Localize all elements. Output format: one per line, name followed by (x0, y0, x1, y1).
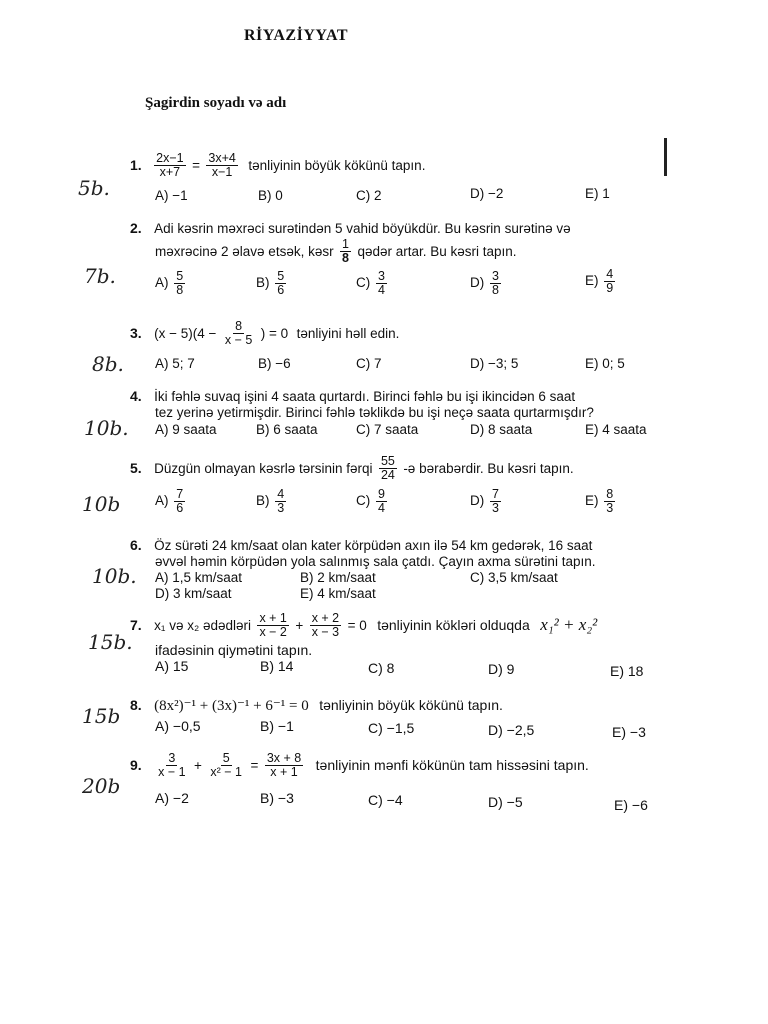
option-b[interactable]: B) 14 (260, 658, 294, 674)
question-2: 2. Adi kəsrin məxrəci surətindən 5 vahid böyükdür. Bu kəsrin surətinə və (130, 220, 571, 236)
question-text: tənliyinin böyük kökünü tapın. (319, 697, 503, 713)
option-b[interactable]: B) 0 (258, 188, 283, 203)
option-a[interactable]: A) 1,5 km/saat (155, 570, 243, 585)
question-2-line-2: məxrəcinə 2 əlavə etsək, kəsr $\frac{1}{8}$ qədər artar. Bu kəsri tapın. (155, 237, 517, 266)
option-d[interactable]: D) 9 (488, 661, 515, 677)
option-c[interactable]: C) 8 (368, 660, 395, 676)
option-d[interactable]: D) 3 km/saat (155, 586, 232, 601)
option-b[interactable]: B) −6 (258, 356, 291, 371)
question-7: 7. x₁ və x₂ ədədləri $\frac{x + 1}{x - 2}$ + $\frac{x + 2}{x - 3}$ = 0 tənliyinin kökləri olduqda x₁² + x₂² (130, 611, 598, 640)
question-9: 9. $\frac{3}{x - 1}$ + $\frac{5}{\text{x² − 1}}$ = $\frac{3x + 8}{x + 1}$ tənliyinin mənfi kökünün tam hissəsini tapın. (130, 751, 589, 780)
question-text: Adi kəsrin məxrəci surətindən 5 vahid böyükdür. Bu kəsrin surətinə və (154, 221, 571, 236)
fraction: $\frac{3x+4}{x-1}$ (208, 151, 236, 180)
option-e[interactable]: E) 18 (610, 663, 644, 679)
student-name-label: Şagirdin soyadı və adı (145, 95, 287, 111)
option-b[interactable]: B) 2 km/saat (300, 570, 376, 585)
option-a[interactable]: A) 9 saata (155, 422, 217, 437)
score-q8: 15b (82, 704, 121, 728)
option-e[interactable]: E) $\frac{4}{9}$ (585, 267, 614, 296)
score-q4: 10b. (84, 416, 129, 440)
option-d[interactable]: D) −3; 5 (470, 356, 519, 371)
option-d[interactable]: D) −2 (470, 186, 504, 201)
option-c[interactable]: C) 7 saata (356, 422, 419, 437)
option-a[interactable]: A) 5; 7 (155, 356, 195, 371)
fraction: $\frac{5}{\text{x² − 1}}$ (210, 751, 243, 780)
option-c[interactable]: C) −1,5 (368, 720, 415, 736)
fraction: $\frac{3}{x - 1}$ (158, 751, 186, 780)
option-c[interactable]: C) $\frac{9}{4}$ (356, 487, 385, 516)
option-d[interactable]: D) $\frac{7}{3}$ (470, 487, 499, 516)
score-q5: 10b (82, 492, 121, 516)
option-b[interactable]: B) −3 (260, 790, 294, 806)
option-a[interactable]: A) −1 (155, 188, 188, 203)
question-text: tənliyinin böyük kökünü tapın. (248, 157, 426, 173)
question-5: 5. Düzgün olmayan kəsrlə tərsinin fərqi $\frac{55}{24}$ -ə bərabərdir. Bu kəsri tapın. (130, 454, 574, 483)
score-q6: 10b. (92, 564, 137, 588)
option-a[interactable]: A) 15 (155, 658, 189, 674)
option-c[interactable]: C) 3,5 km/saat (470, 570, 558, 585)
question-3: 3. (x − 5)(4 − $\frac{8}{x - 5}$ ) = 0 tənliyini həll edin. (130, 319, 400, 348)
option-b[interactable]: B) 6 saata (256, 422, 318, 437)
option-c[interactable]: C) −4 (368, 792, 403, 808)
margin-mark (664, 138, 667, 176)
question-text: tənliyinin kökləri olduqda (377, 616, 530, 633)
fraction: $\frac{2x-1}{x+7}$ (156, 151, 184, 180)
option-a[interactable]: A) $\frac{5}{8}$ (155, 269, 184, 298)
question-4: 4. İki fəhlə suvaq işini 4 saata qurtardı. Birinci fəhlə bu işi ikincidən 6 saat (130, 388, 576, 404)
score-q9: 20b (82, 774, 121, 798)
question-8: 8. (8x²)⁻¹ + (3x)⁻¹ + 6⁻¹ = 0 tənliyinin böyük kökünü tapın. (130, 697, 503, 714)
option-d[interactable]: D) $\frac{3}{8}$ (470, 269, 499, 298)
option-e[interactable]: E) 4 km/saat (300, 586, 376, 601)
score-q2: 7b. (84, 264, 116, 288)
question-text: İki fəhlə suvaq işini 4 saata qurtardı. Birinci fəhlə bu işi ikincidən 6 saat (154, 389, 576, 404)
fraction: $\frac{3x + 8}{x + 1}$ (266, 751, 302, 780)
option-a[interactable]: A) −0,5 (155, 718, 201, 734)
option-a[interactable]: A) −2 (155, 790, 189, 806)
fraction: $\frac{x + 1}{x - 2}$ (259, 611, 287, 640)
score-q1: 5b. (78, 176, 110, 200)
option-e[interactable]: E) −6 (614, 797, 648, 813)
question-1: 1. $\frac{2x-1}{x+7}$ = $\frac{3x+4}{x-1}$ tənliyinin böyük kökünü tapın. (130, 151, 426, 180)
option-b[interactable]: B) $\frac{5}{6}$ (256, 269, 285, 298)
question-text: tənliyini həll edin. (296, 325, 400, 341)
score-q3: 8b. (92, 352, 124, 376)
option-c[interactable]: C) 7 (356, 356, 382, 371)
option-d[interactable]: D) −2,5 (488, 722, 535, 738)
question-number: 1. (130, 156, 142, 173)
fraction: $\frac{55}{24}$ (380, 454, 395, 483)
question-6: 6. Öz sürəti 24 km/saat olan kater körpüdən axın ilə 54 km gedərək, 16 saat (130, 537, 593, 553)
fraction: $\frac{8}{x - 5}$ (224, 319, 253, 348)
score-q7: 15b. (88, 630, 133, 654)
question-text: Düzgün olmayan kəsrlə tərsinin fərqi (154, 460, 373, 476)
option-d[interactable]: D) 8 saata (470, 422, 533, 437)
fraction: $\frac{x + 2}{x - 3}$ (311, 611, 340, 640)
option-e[interactable]: E) −3 (612, 724, 646, 740)
question-text: Öz sürəti 24 km/saat olan kater körpüdən axın ilə 54 km gedərək, 16 saat (154, 538, 593, 553)
option-e[interactable]: E) 0; 5 (585, 356, 625, 371)
option-b[interactable]: B) $\frac{4}{3}$ (256, 487, 285, 516)
question-6-line-2: əvvəl həmin körpüdən yola salınmış sala çatdı. Çayın axma sürətini tapın. (155, 554, 596, 569)
question-text: tənliyinin mənfi kökünün tam hissəsini tapın. (315, 756, 589, 773)
option-c[interactable]: C) 2 (356, 188, 382, 203)
fraction: $\frac{1}{8}$ (342, 237, 349, 266)
question-4-line-2: tez yerinə yetirmişdir. Birinci fəhlə təklikdə bu işi neçə saata qurtarmışdır? (155, 405, 594, 420)
option-c[interactable]: C) $\frac{3}{4}$ (356, 269, 385, 298)
option-e[interactable]: E) $\frac{8}{3}$ (585, 487, 614, 516)
option-b[interactable]: B) −1 (260, 718, 294, 734)
option-e[interactable]: E) 1 (585, 186, 610, 201)
option-d[interactable]: D) −5 (488, 794, 523, 810)
page-title: RİYAZİYYAT (244, 27, 348, 44)
option-e[interactable]: E) 4 saata (585, 422, 647, 437)
option-a[interactable]: A) $\frac{7}{6}$ (155, 487, 184, 516)
question-7-line-2: ifadəsinin qiymətini tapın. (155, 642, 313, 658)
